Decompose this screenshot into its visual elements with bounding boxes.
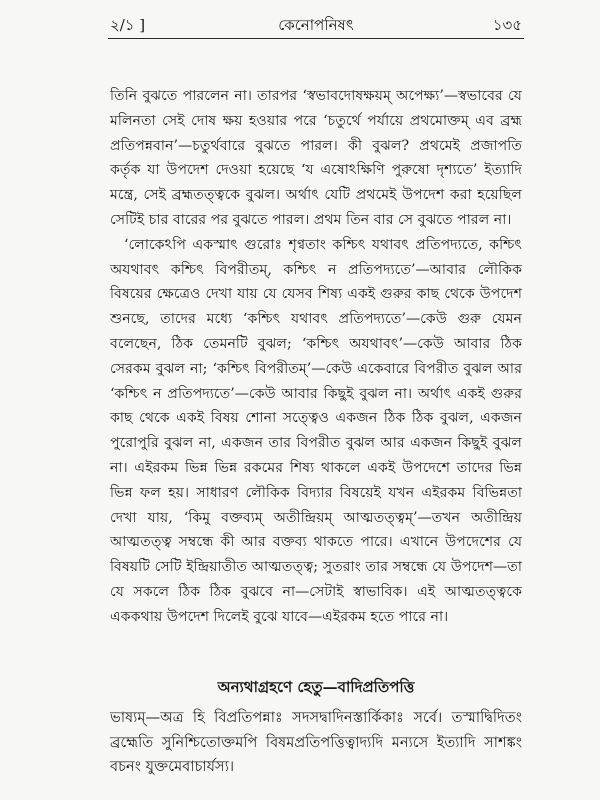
header-divider: [108, 38, 524, 39]
chapter-verse-ref: ২/১ ]: [110, 16, 146, 34]
paragraph: ‘লোকেঽপি একস্মাৎ গুরোঃ শৃণ্বতাং কশ্চিৎ যথাবৎ প্রতিপদ্যতে, কশ্চিৎ অযথাবৎ কশ্চিৎ বিপরীতম্, কশ্চিৎ ন প্রতিপদ্যতে’—আবার লৌকিক বিষয়ের ক্ষেত্রেও দেখা যায় যে যেসব শিষ্য একই গুরুর কাছ থেকে উপদেশ শুনছে, তাদের মধ্যে ‘কশ্চিৎ যথাবৎ প্রতিপদ্যতে’—কেউ গুরু যেমন বলেছেন, ঠিক তেমনটি বুঝল; ‘কশ্চিৎ অযথাবৎ’—কেউ আবার ঠিক সেরকম বুঝল না; ‘কশ্চিৎ বিপরীতম্’—কেউ একেবারে বিপরীত বুঝল আর ‘কশ্চিৎ ন প্রতিপদ্যতে’—কেউ আবার কিছুই বুঝল না। অর্থাৎ একই গুরুর কাছ থেকে একই বিষয় শোনা সত্ত্বেও একজন ঠিক ঠিক বুঝল, একজন পুরোপুরি বুঝল না, একজন তার বিপরীত বুঝল আর একজন কিছুই বুঝল না। এইরকম ভিন্ন ভিন্ন রকমের শিষ্য থাকলে একই উপদেশে তাদের ভিন্ন ভিন্ন ফল হয়। সাধারণ লৌকিক বিদ্যার বিষয়েই যখন এইরকম বিভিন্নতা দেখা যায়, ‘কিমু বক্তব্যম্ অতীন্দ্রিয়ম্ আত্মতত্ত্বম্’—তখন অতীন্দ্রিয় আত্মতত্ত্ব সম্বন্ধে কী আর বক্তব্য থাকতে পারে। এখানে উপদেশের যে বিষয়টি সেটি ইন্দ্রিয়াতীত আত্মতত্ত্ব; সুতরাং তার সম্বন্ধে যে উপদেশ—তা যে সকলে ঠিক ঠিক বুঝবে না—সেটাই স্বাভাবিক। এই আত্মতত্ত্বকে এককথায় উপদেশ দিলেই বুঝে যাবে—এইরকম হতে পারে না।: [110, 236, 522, 625]
section-heading: অন্যথাগ্রহণে হেতু—বাদিপ্রতিপত্তি: [217, 678, 415, 696]
body-text: [110, 84, 522, 630]
paragraph: তিনি বুঝতে পারলেন না। তারপর ‘স্বভাবদোষক্ষয়ম্ অপেক্ষ্য’—স্বভাবের যে মলিনতা সেই দোষ ক্ষয় হওয়ার পরে ‘চতুর্থে পর্যায়ে প্রথমোক্তম্ এব ব্রহ্ম প্রতিপন্নবান’—চতুর্থবারে বুঝতে পারল। কী বুঝল? প্রথমেই প্রজাপতি কর্তৃক যা উপদেশ দেওয়া হয়েছে ‘য এষোঽক্ষিণি পুরুষো দৃশ্যতে’ ইত্যাদি মন্ত্রে, সেই ব্রহ্মতত্ত্বকে বুঝল। অর্থাৎ যেটি প্রথমেই উপদেশ করা হয়েছিল সেটিই চার বারের পর বুঝতে পারল। প্রথম তিন বার সে বুঝতে পারল না।: [110, 88, 522, 228]
page-number: ১৩৫: [492, 16, 522, 34]
book-title: কেনোপনিষৎ: [278, 16, 354, 34]
bhashya-text: [110, 706, 522, 780]
paragraph: ভাষ্যম্—অত্র হি বিপ্রতিপন্নাঃ সদসদ্বাদিনস্তার্কিকাঃ সর্বে। তস্মাদ্বিদিতং ব্রহ্মেতি সুনিশ্চিতোক্তমপি বিষমপ্রতিপত্তিত্বাদ্যদি মন্যসে ইত্যাদি সাশঙ্কং বচনং যুক্তমেবাচার্যস্য।: [110, 709, 522, 775]
running-header: [110, 14, 522, 38]
